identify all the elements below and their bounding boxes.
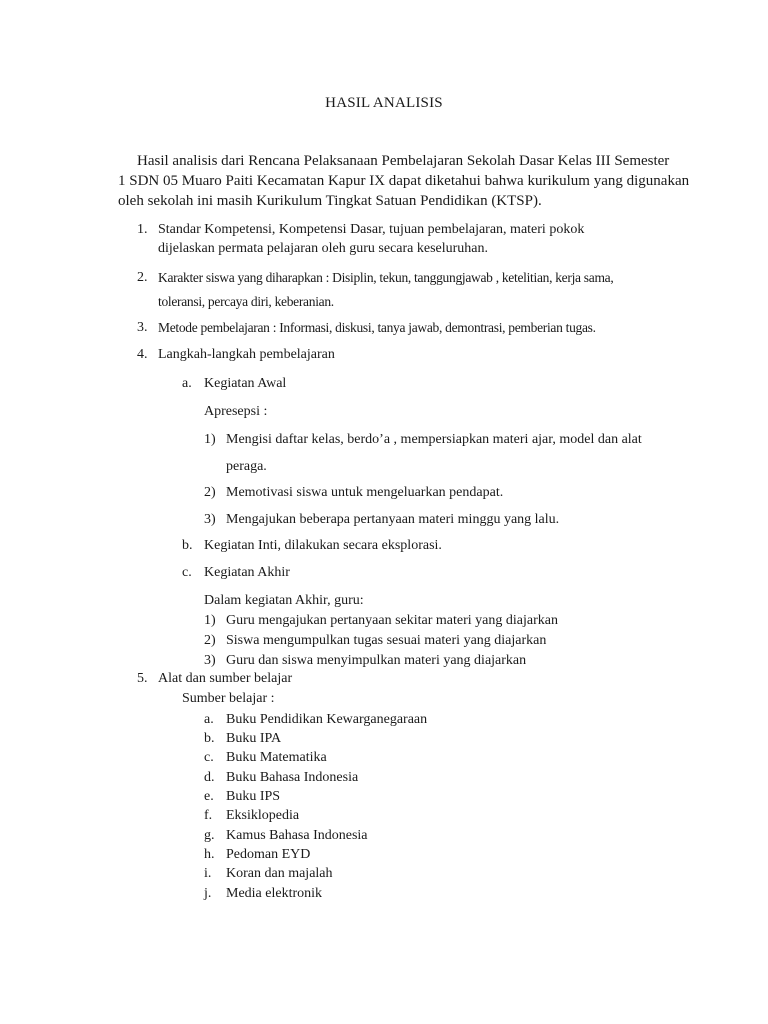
source-letter: i. bbox=[204, 866, 212, 881]
intro-line-2: 1 SDN 05 Muaro Paiti Kecamatan Kapur IX dapat diketahui bahwa kurikulum yang digunakan bbox=[118, 173, 690, 189]
source-letter: f. bbox=[204, 808, 213, 823]
intro-line-3: oleh sekolah ini masih Kurikulum Tingkat Satuan Pendidikan (KTSP). bbox=[118, 193, 542, 209]
step-number: 2) bbox=[204, 633, 216, 648]
kegiatan-akhir-label: Kegiatan Akhir bbox=[204, 565, 290, 580]
source-item: Buku IPS bbox=[226, 789, 281, 804]
item-4-line-1: Langkah-langkah pembelajaran bbox=[158, 347, 335, 362]
item-number: 4. bbox=[137, 347, 148, 362]
item-2-line-2: toleransi, percaya diri, keberanian. bbox=[158, 294, 334, 309]
kegiatan-awal-label: Kegiatan Awal bbox=[204, 376, 287, 391]
source-item: Eksiklopedia bbox=[226, 808, 300, 823]
item-5-line-1: Alat dan sumber belajar bbox=[158, 671, 293, 686]
source-letter: h. bbox=[204, 847, 215, 862]
source-letter: b. bbox=[204, 731, 215, 746]
item-2-line-1: Karakter siswa yang diharapkan : Disiplin, tekun, tanggungjawab , ketelitian, kerja sama, bbox=[158, 270, 614, 285]
item-number: 2. bbox=[137, 270, 148, 285]
step-number: 1) bbox=[204, 432, 216, 447]
step-letter: b. bbox=[182, 538, 193, 553]
source-letter: d. bbox=[204, 770, 215, 785]
awal-step-2: Memotivasi siswa untuk mengeluarkan pendapat. bbox=[226, 485, 504, 500]
source-letter: a. bbox=[204, 712, 214, 727]
item-3-line-1: Metode pembelajaran : Informasi, diskusi, tanya jawab, demontrasi, pemberian tugas. bbox=[158, 320, 596, 335]
item-number: 3. bbox=[137, 320, 148, 335]
item-number: 1. bbox=[137, 222, 148, 237]
source-item: Kamus Bahasa Indonesia bbox=[226, 828, 368, 843]
item-number: 5. bbox=[137, 671, 148, 686]
step-letter: a. bbox=[182, 376, 192, 391]
akhir-step-1: Guru mengajukan pertanyaan sekitar materi yang diajarkan bbox=[226, 613, 558, 628]
source-item: Buku IPA bbox=[226, 731, 282, 746]
akhir-step-2: Siswa mengumpulkan tugas sesuai materi yang diajarkan bbox=[226, 633, 547, 648]
source-letter: j. bbox=[204, 886, 212, 901]
item-1-line-1: Standar Kompetensi, Kompetensi Dasar, tujuan pembelajaran, materi pokok bbox=[158, 222, 585, 237]
source-letter: e. bbox=[204, 789, 214, 804]
step-number: 3) bbox=[204, 512, 216, 527]
awal-step-3: Mengajukan beberapa pertanyaan materi minggu yang lalu. bbox=[226, 512, 560, 527]
awal-step-1: Mengisi daftar kelas, berdo’a , mempersiapkan materi ajar, model dan alat bbox=[226, 432, 642, 447]
step-letter: c. bbox=[182, 565, 192, 580]
source-item: Media elektronik bbox=[226, 886, 323, 901]
source-letter: g. bbox=[204, 828, 215, 843]
source-letter: c. bbox=[204, 750, 214, 765]
kegiatan-inti-label: Kegiatan Inti, dilakukan secara eksplorasi. bbox=[204, 538, 442, 553]
source-item: Buku Bahasa Indonesia bbox=[226, 770, 359, 785]
sumber-heading: Sumber belajar : bbox=[182, 691, 275, 706]
source-item: Buku Matematika bbox=[226, 750, 327, 765]
intro-line-1: Hasil analisis dari Rencana Pelaksanaan Pembelajaran Sekolah Dasar Kelas III Semester bbox=[137, 153, 670, 169]
akhir-intro: Dalam kegiatan Akhir, guru: bbox=[204, 593, 364, 608]
step-number: 1) bbox=[204, 613, 216, 628]
page-title: HASIL ANALISIS bbox=[325, 95, 443, 111]
source-item: Pedoman EYD bbox=[226, 847, 311, 862]
source-item: Buku Pendidikan Kewarganegaraan bbox=[226, 712, 428, 727]
source-item: Koran dan majalah bbox=[226, 866, 333, 881]
akhir-step-3: Guru dan siswa menyimpulkan materi yang diajarkan bbox=[226, 653, 527, 668]
step-number: 3) bbox=[204, 653, 216, 668]
awal-step-1-cont: peraga. bbox=[226, 459, 267, 474]
apersepsi-label: Apresepsi : bbox=[204, 404, 268, 419]
step-number: 2) bbox=[204, 485, 216, 500]
item-1-line-2: dijelaskan permata pelajaran oleh guru secara keseluruhan. bbox=[158, 241, 489, 256]
